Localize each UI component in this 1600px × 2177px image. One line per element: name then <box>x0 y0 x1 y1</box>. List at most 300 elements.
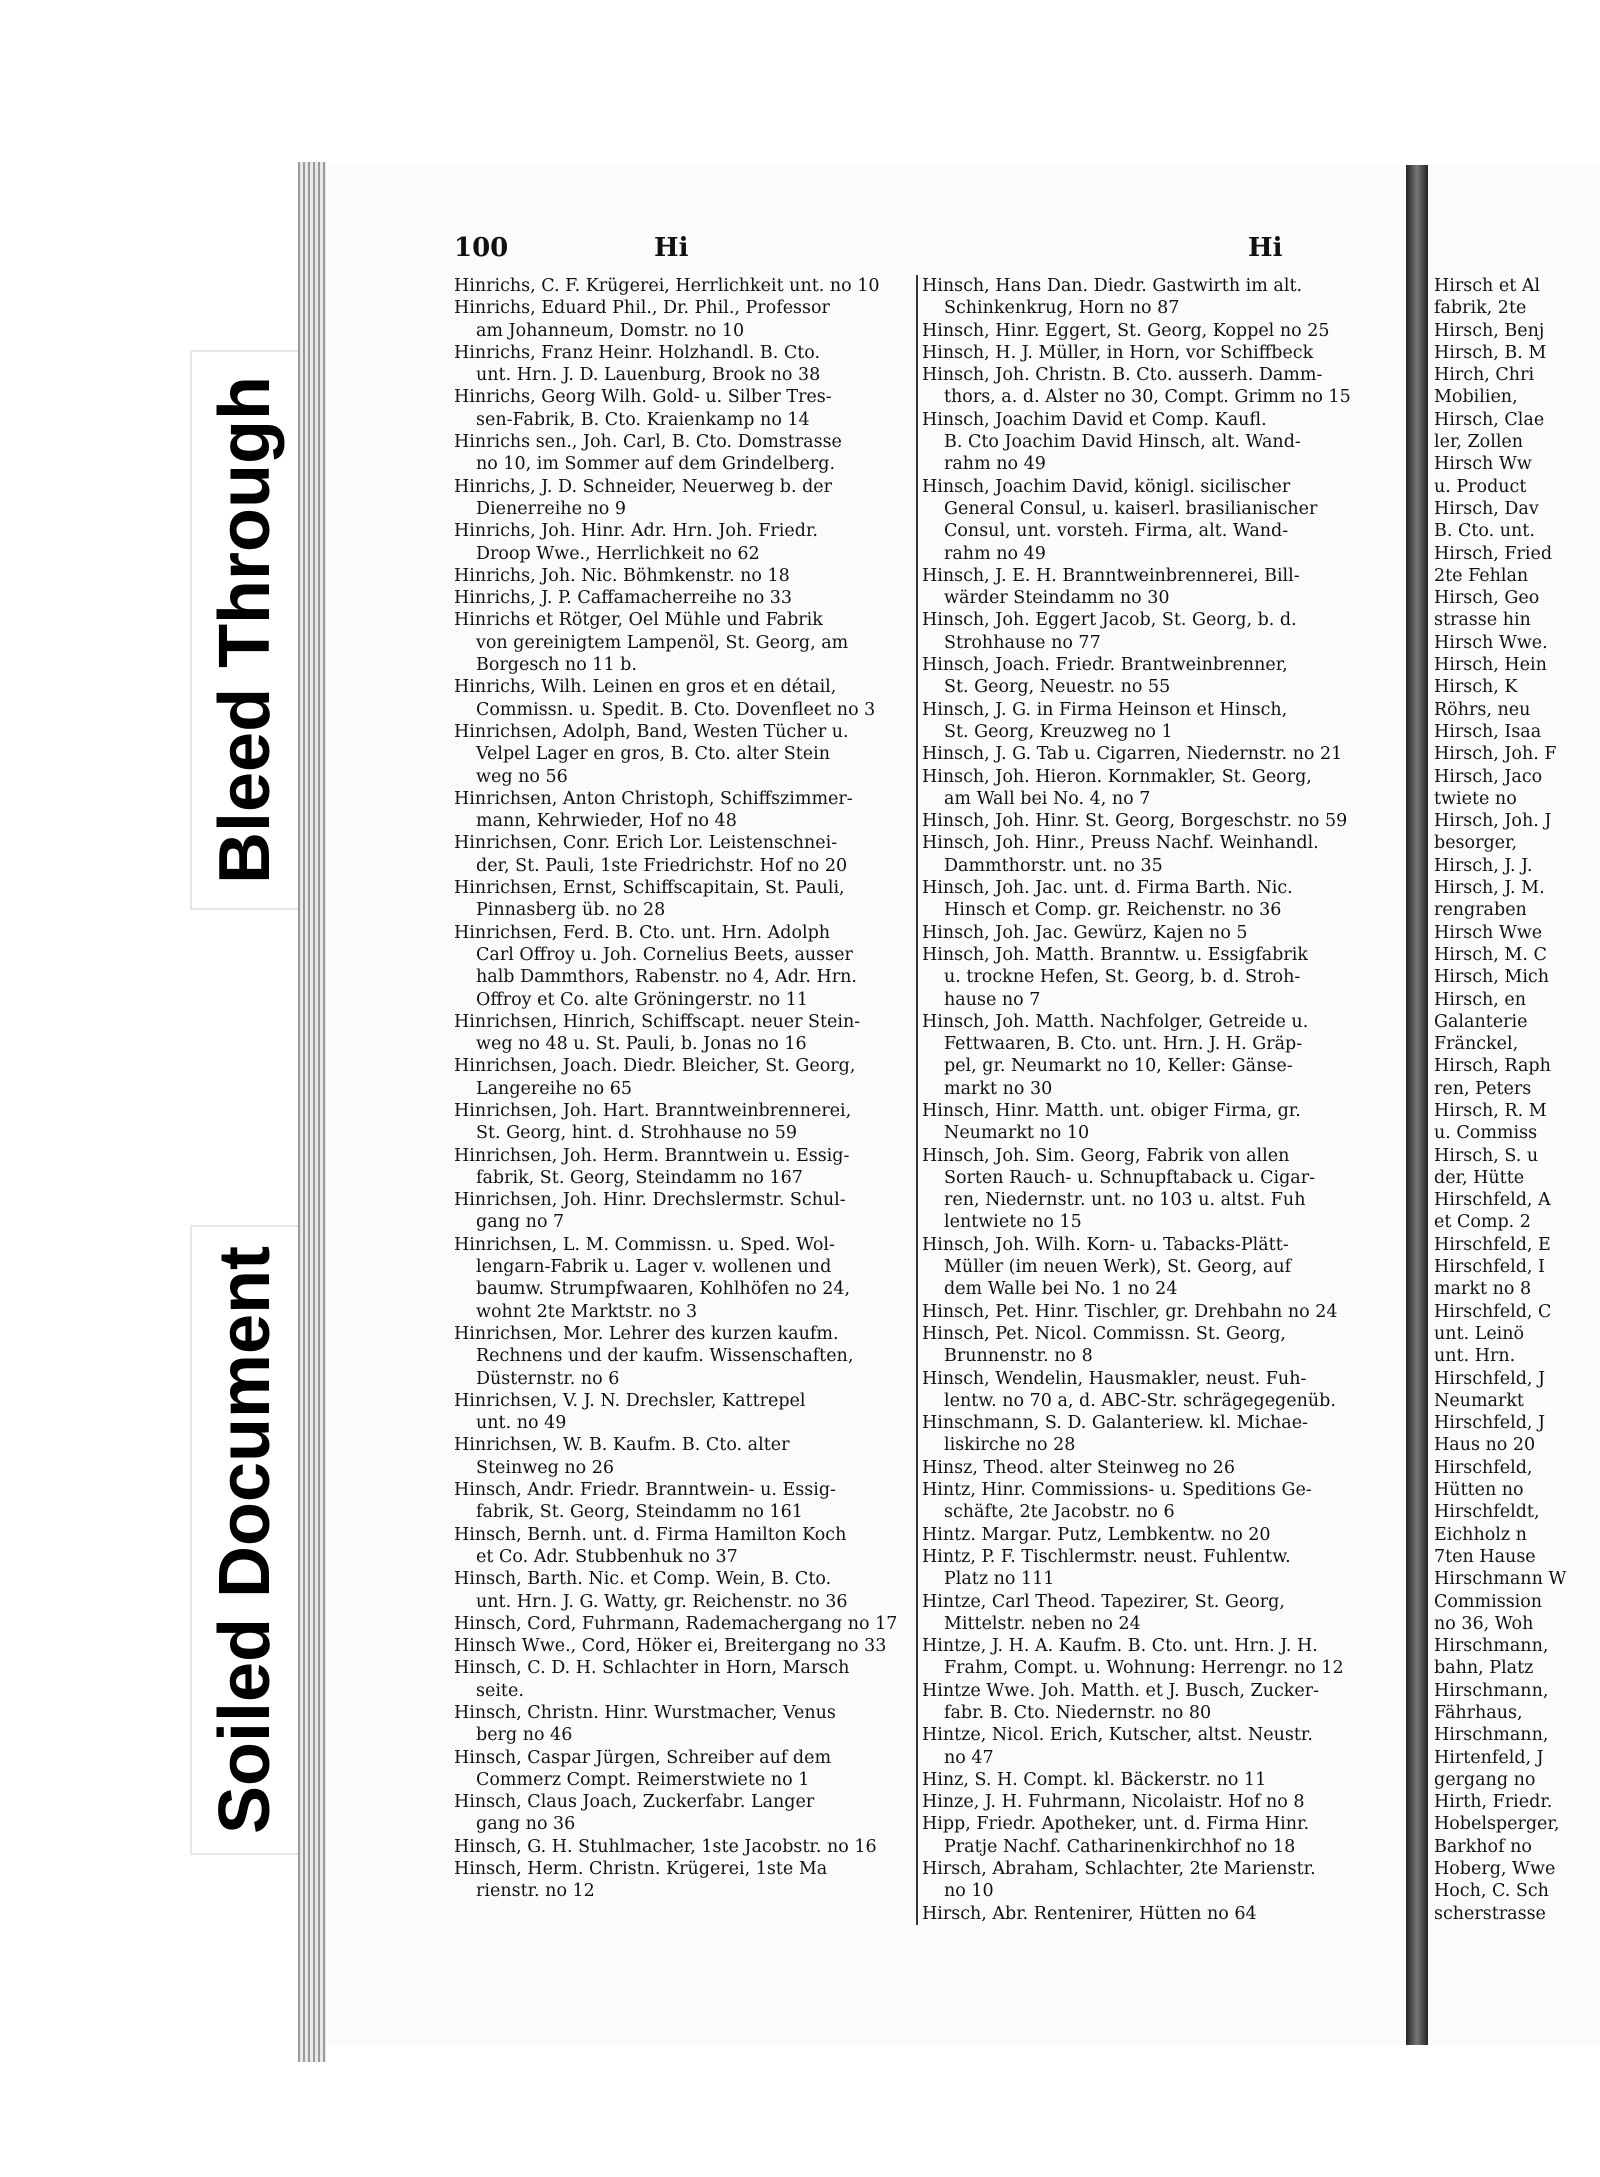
adjacent-page-line: 7ten Hause <box>1434 1546 1536 1567</box>
running-head-right: Hi <box>1248 233 1283 263</box>
entry-line: lentw. no 70 a, d. ABC-Str. schrägegegenüb. <box>944 1390 1336 1411</box>
directory-entry <box>922 944 1378 1011</box>
entry-line: wärder Steindamm no 30 <box>944 588 1170 609</box>
entry-line: Hinsch, Hans Dan. Diedr. Gastwirth im alt. <box>922 276 1303 296</box>
entry-line: Dienerreihe no 9 <box>476 498 626 519</box>
directory-entry <box>922 1858 1378 1903</box>
running-head-left: Hi <box>654 233 689 263</box>
directory-entry <box>454 431 910 476</box>
directory-entry <box>922 1724 1378 1769</box>
entry-line: Langereihe no 65 <box>476 1078 633 1099</box>
entry-line: unt. Hrn. J. D. Lauenburg, Brook no 38 <box>476 365 821 386</box>
adjacent-page-line: Hobelsperger, <box>1434 1814 1560 1835</box>
entry-line: lengarn-Fabrik u. Lager v. wollenen und <box>476 1257 832 1278</box>
entry-line: Hinrichsen, V. J. N. Drechsler, Kattrepel <box>454 1390 806 1411</box>
entry-line: Hinsch, Joachim David et Comp. Kaufl. <box>922 409 1267 430</box>
entry-line: Hinsch, Barth. Nic. et Comp. Wein, B. Cto. <box>454 1569 832 1590</box>
entry-line: B. Cto Joachim David Hinsch, alt. Wand- <box>944 432 1301 453</box>
adjacent-page-line: Hirschmann, <box>1434 1725 1549 1746</box>
directory-entry <box>922 275 1378 320</box>
entry-line: Carl Offroy u. Joh. Cornelius Beets, ausser <box>476 944 853 965</box>
entry-line: Hinsch, Joachim David, königl. sicilischer <box>922 476 1291 497</box>
adjacent-page-line: unt. Leinö <box>1434 1323 1525 1344</box>
directory-entry <box>454 1011 910 1056</box>
entry-line: Hirsch, Abraham, Schlachter, 2te Marienstr. <box>922 1859 1316 1880</box>
entry-line: Brunnenstr. no 8 <box>944 1346 1093 1367</box>
adjacent-page-line: 2te Fehlan <box>1434 565 1529 586</box>
directory-entry <box>454 1635 910 1657</box>
entry-line: Hinrichsen, Joach. Diedr. Bleicher, St. Georg, <box>454 1056 856 1077</box>
adjacent-page-line: Hirsch, J. J. <box>1434 855 1533 876</box>
adjacent-page-line: Hirsch, Raph <box>1434 1056 1551 1077</box>
directory-entry <box>454 1145 910 1190</box>
entry-line: Mittelstr. neben no 24 <box>944 1613 1141 1634</box>
entry-line: fabrik, St. Georg, Steindamm no 161 <box>476 1502 803 1523</box>
directory-entry <box>922 1524 1378 1546</box>
entry-line: Fettwaaren, B. Cto. unt. Hrn. J. H. Gräp- <box>944 1034 1303 1055</box>
entry-line: Hinsch, Joh. Matth. Branntw. u. Essigfabrik <box>922 944 1308 965</box>
entry-line: fabrik, St. Georg, Steindamm no 167 <box>476 1167 803 1188</box>
directory-entry <box>454 922 910 1011</box>
directory-entry <box>922 1769 1378 1791</box>
entry-line: rienstr. no 12 <box>476 1881 595 1902</box>
directory-entry <box>454 1568 910 1613</box>
directory-entry <box>922 320 1378 342</box>
entry-line: gang no 7 <box>476 1212 565 1233</box>
adjacent-page-line: twiete no <box>1434 788 1517 809</box>
adjacent-page-line: Fährhaus, <box>1434 1703 1523 1723</box>
entry-line: Steinweg no 26 <box>476 1457 614 1478</box>
adjacent-page-line: ler, Zollen <box>1434 432 1524 453</box>
entry-line: Pratje Nachf. Catharinenkirchhof no 18 <box>944 1836 1296 1857</box>
adjacent-page-line: Hirsch, Dav <box>1434 498 1539 519</box>
directory-entry <box>922 699 1378 744</box>
adjacent-page-line: Hirth, Friedr. <box>1434 1792 1553 1813</box>
entry-line: Hinrichsen, Joh. Hinr. Drechslermstr. Schul- <box>454 1190 846 1211</box>
entry-line: rahm no 49 <box>944 543 1046 564</box>
adjacent-page-line: no 36, Woh <box>1434 1613 1534 1634</box>
entry-line: Hinrichs, C. F. Krügerei, Herrlichkeit unt. no 10 <box>454 276 880 296</box>
entry-line: Platz no 111 <box>944 1569 1055 1590</box>
directory-entry <box>454 1613 910 1635</box>
entry-line: Neumarkt no 10 <box>944 1123 1090 1144</box>
adjacent-page-line: et Comp. 2 <box>1434 1212 1531 1233</box>
entry-line: Hinsch, Andr. Friedr. Branntwein- u. Essig- <box>454 1480 836 1501</box>
directory-entry <box>922 1635 1378 1680</box>
entry-line: Hinsch, Joh. Jac. Gewürz, Kajen no 5 <box>922 922 1248 943</box>
entry-line: Hinrichsen, L. M. Commissn. u. Sped. Wol- <box>454 1234 835 1255</box>
directory-entry <box>454 877 910 922</box>
adjacent-page-line: Hirsch Wwe. <box>1434 632 1548 653</box>
directory-entry <box>454 1390 910 1435</box>
adjacent-page-line: Haus no 20 <box>1434 1435 1536 1456</box>
directory-entry <box>922 1145 1378 1234</box>
adjacent-page-line: Hirsch, K <box>1434 677 1518 698</box>
adjacent-page-line: B. Cto. unt. <box>1434 521 1535 542</box>
adjacent-page-line: Hirschfeld, <box>1434 1457 1533 1478</box>
entry-line: Droop Wwe., Herrlichkeit no 62 <box>476 543 760 564</box>
adjacent-page-line: Hirschfeld, E <box>1434 1234 1551 1255</box>
entry-line: Müller (im neuen Werk), St. Georg, auf <box>944 1257 1292 1278</box>
entry-line: Hinsch, Joh. Hinr., Preuss Nachf. Weinhandl. <box>922 833 1319 854</box>
entry-line: Hinrichs, J. D. Schneider, Neuerweg b. der <box>454 476 833 497</box>
directory-entry <box>922 1301 1378 1323</box>
entry-line: Hinsch, Caspar Jürgen, Schreiber auf dem <box>454 1747 832 1768</box>
entry-line: Hinsch, G. H. Stuhlmacher, 1ste Jacobstr. no 16 <box>454 1836 877 1857</box>
entry-line: Hinrichsen, Joh. Hart. Branntweinbrennerei, <box>454 1100 852 1121</box>
book-spine <box>1406 165 1428 2045</box>
entry-line: weg no 56 <box>476 766 568 787</box>
directory-entry <box>922 409 1378 476</box>
adjacent-page-line: Eichholz n <box>1434 1524 1527 1545</box>
directory-entry <box>454 520 910 565</box>
entry-line: no 47 <box>944 1747 994 1768</box>
entry-line: u. trockne Hefen, St. Georg, b. d. Stroh- <box>944 967 1301 988</box>
directory-entry <box>454 676 910 721</box>
entry-line: Hinze, J. H. Fuhrmann, Nicolaistr. Hof no 8 <box>922 1792 1305 1813</box>
entry-line: Hinsch, Joh. Hinr. St. Georg, Borgeschstr. no 59 <box>922 811 1348 832</box>
directory-entry <box>922 364 1378 409</box>
directory-entry <box>454 342 910 387</box>
adjacent-page-line: Hirsch, R. M <box>1434 1100 1547 1121</box>
entry-line: Hinrichsen, Hinrich, Schiffscapt. neuer Stein- <box>454 1011 861 1032</box>
entry-line: Hinrichs et Rötger, Oel Mühle und Fabrik <box>454 610 823 631</box>
entry-line: Hinsch, Joh. Jac. unt. d. Firma Barth. Nic. <box>922 878 1293 899</box>
entry-line: Hinsch, Claus Joach, Zuckerfabr. Langer <box>454 1792 815 1813</box>
soiled-document-label-text: Soiled Document <box>205 1245 285 1835</box>
entry-line: Offroy et Co. alte Gröningerstr. no 11 <box>476 989 808 1010</box>
adjacent-page-line: Neumarkt <box>1434 1390 1524 1411</box>
directory-entry <box>922 810 1378 832</box>
adjacent-page-line: Röhrs, neu <box>1434 699 1531 720</box>
adjacent-page-line: Hirschfeld, I <box>1434 1257 1545 1278</box>
adjacent-page-line: Hirsch, M. C <box>1434 944 1547 965</box>
entry-line: Hinrichsen, W. B. Kaufm. B. Cto. alter <box>454 1435 790 1456</box>
entry-line: Hinsch, Hinr. Matth. unt. obiger Firma, gr. <box>922 1100 1301 1121</box>
directory-entry <box>922 565 1378 610</box>
adjacent-page-line: der, Hütte <box>1434 1167 1525 1188</box>
adjacent-page-line: unt. Hrn. <box>1434 1346 1516 1367</box>
directory-entry <box>922 1813 1378 1858</box>
entry-line: wohnt 2te Marktstr. no 3 <box>476 1301 698 1322</box>
entry-line: Hinsch, Joh. Eggert Jacob, St. Georg, b. d. <box>922 610 1297 631</box>
page-number: 100 <box>454 233 509 263</box>
directory-entry <box>922 1680 1378 1725</box>
directory-entry <box>922 1368 1378 1413</box>
directory-entry <box>454 476 910 521</box>
adjacent-page-line: ren, Peters <box>1434 1078 1532 1099</box>
entry-line: Hinrichs, Wilh. Leinen en gros et en détail, <box>454 677 837 698</box>
entry-line: Hintz, Hinr. Commissions- u. Speditions Ge- <box>922 1480 1312 1501</box>
entry-line: Hinrichsen, Joh. Herm. Branntwein u. Essig- <box>454 1145 850 1166</box>
directory-entry <box>922 342 1378 364</box>
directory-entry <box>922 476 1378 565</box>
entry-line: Hinrichsen, Ernst, Schiffscapitain, St. Pauli, <box>454 878 845 899</box>
page-header <box>454 233 1376 273</box>
entry-line: Hinsch, Joh. Sim. Georg, Fabrik von allen <box>922 1145 1290 1166</box>
adjacent-page-line: Hirsch Ww <box>1434 454 1532 475</box>
adjacent-page-line: Hütten no <box>1434 1480 1524 1501</box>
adjacent-page-line: markt no 8 <box>1434 1279 1532 1300</box>
directory-entry <box>454 1323 910 1390</box>
adjacent-page-line: Hirsch, Geo <box>1434 588 1540 609</box>
adjacent-page-line: Hirschfeld, A <box>1434 1190 1551 1211</box>
adjacent-page-line: Commission <box>1434 1591 1543 1612</box>
directory-entry <box>922 1546 1378 1591</box>
directory-entry <box>922 1791 1378 1813</box>
entry-line: hause no 7 <box>944 989 1041 1010</box>
entry-line: Frahm, Compt. u. Wohnung: Herrengr. no 12 <box>944 1658 1344 1679</box>
adjacent-page-line: Barkhof no <box>1434 1836 1532 1857</box>
adjacent-page-line: rengraben <box>1434 900 1527 921</box>
directory-entry <box>922 1412 1378 1457</box>
entry-line: von gereinigtem Lampenöl, St. Georg, am <box>476 632 849 653</box>
adjacent-page-line: Hirsch Wwe <box>1434 922 1543 943</box>
directory-entry <box>922 1903 1378 1925</box>
adjacent-page-line: Hirsch, Clae <box>1434 409 1545 430</box>
adjacent-page-line: Hirsch, S. u <box>1434 1145 1539 1166</box>
soiled-document-label <box>190 1225 300 1855</box>
directory-entry <box>454 1434 910 1479</box>
entry-line: Hinrichsen, Conr. Erich Lor. Leistenschnei- <box>454 833 838 854</box>
entry-line: Hinsch, H. J. Müller, in Horn, vor Schiffbeck <box>922 342 1314 363</box>
entry-line: Hinrichs, J. P. Caffamacherreihe no 33 <box>454 588 793 609</box>
directory-entry <box>454 1189 910 1234</box>
entry-line: ren, Niedernstr. unt. no 103 u. altst. Fuh <box>944 1190 1306 1211</box>
entry-line: Hinrichs, Joh. Hinr. Adr. Hrn. Joh. Friedr. <box>454 521 818 542</box>
entry-line: Hinrichs, Eduard Phil., Dr. Phil., Professor <box>454 298 830 319</box>
entry-line: Hinsch, Bernh. unt. d. Firma Hamilton Koch <box>454 1524 847 1545</box>
entry-line: am Johanneum, Domstr. no 10 <box>476 320 745 341</box>
entry-line: seite. <box>476 1680 524 1701</box>
entry-line: Hinsch, J. G. Tab u. Cigarren, Niedernstr. no 21 <box>922 744 1343 765</box>
entry-line: sen-Fabrik, B. Cto. Kraienkamp no 14 <box>476 409 810 430</box>
entry-line: St. Georg, Neuestr. no 55 <box>944 677 1171 698</box>
adjacent-page-line: Hirschfeldt, <box>1434 1502 1540 1523</box>
entry-line: mann, Kehrwieder, Hof no 48 <box>476 811 737 832</box>
entry-line: berg no 46 <box>476 1725 573 1746</box>
bleed-through-label <box>190 350 300 910</box>
directory-entry <box>454 1858 910 1903</box>
directory-entry <box>454 297 910 342</box>
right-column <box>916 275 1378 1925</box>
adjacent-page-line: Galanterie <box>1434 1011 1528 1032</box>
directory-entry <box>454 1524 910 1569</box>
entry-line: Hirsch, Abr. Rentenirer, Hütten no 64 <box>922 1903 1257 1924</box>
adjacent-page-line: strasse hin <box>1434 610 1531 631</box>
directory-entry <box>922 1591 1378 1636</box>
entry-line: Hinsch, Joh. Hieron. Kornmakler, St. Georg, <box>922 766 1312 787</box>
entry-line: Hinrichsen, Mor. Lehrer des kurzen kaufm. <box>454 1323 839 1344</box>
entry-line: no 10, im Sommer auf dem Grindelberg. <box>476 454 836 475</box>
entry-line: Velpel Lager en gros, B. Cto. alter Stein <box>476 744 830 765</box>
entry-line: Hinsch, Cord, Fuhrmann, Rademachergang no 17 <box>454 1613 898 1634</box>
entry-line: baumw. Strumpfwaaren, Kohlhöfen no 24, <box>476 1279 851 1300</box>
adjacent-page-line: Hirsch, Joh. F <box>1434 744 1557 765</box>
directory-entry <box>922 1011 1378 1100</box>
adjacent-page-line: u. Commiss <box>1434 1123 1538 1144</box>
entry-line: Hinsch, Christn. Hinr. Wurstmacher, Venus <box>454 1703 836 1723</box>
adjacent-page-line: Hirsch, J. M. <box>1434 878 1545 899</box>
entry-line: Commerz Compt. Reimerstwiete no 1 <box>476 1769 810 1790</box>
entry-line: Hinsch, J. E. H. Branntweinbrennerei, Bill- <box>922 565 1300 586</box>
adjacent-page-line: Mobilien, <box>1434 387 1518 408</box>
entry-line: markt no 30 <box>944 1078 1053 1099</box>
adjacent-page-line: besorger, <box>1434 833 1518 854</box>
entry-line: fabr. B. Cto. Niedernstr. no 80 <box>944 1703 1212 1723</box>
directory-entry <box>454 1234 910 1323</box>
entry-line: Strohhause no 77 <box>944 632 1101 653</box>
directory-entry <box>922 877 1378 922</box>
adjacent-page-line: Hirschfeld, J <box>1434 1368 1546 1389</box>
directory-entry <box>922 743 1378 765</box>
entry-line: lentwiete no 15 <box>944 1212 1082 1233</box>
entry-line: rahm no 49 <box>944 454 1046 475</box>
entry-line: Hinsch, Wendelin, Hausmakler, neust. Fuh- <box>922 1368 1307 1389</box>
directory-entry <box>922 1234 1378 1301</box>
entry-line: St. Georg, hint. d. Strohhause no 59 <box>476 1123 798 1144</box>
entry-line: Hintze, Nicol. Erich, Kutscher, altst. Neustr. <box>922 1725 1313 1746</box>
adjacent-page-line: Hirschmann, <box>1434 1680 1549 1701</box>
entry-line: gang no 36 <box>476 1814 576 1835</box>
directory-entry <box>922 766 1378 811</box>
entry-line: Hinrichs, Joh. Nic. Böhmkenstr. no 18 <box>454 565 790 586</box>
adjacent-page <box>1428 165 1600 2045</box>
entry-line: Hinsch, Joach. Friedr. Brantweinbrenner, <box>922 655 1288 676</box>
entry-line: Hintze, J. H. A. Kaufm. B. Cto. unt. Hrn. J. H. <box>922 1636 1318 1657</box>
entry-line: Hinsz, Theod. alter Steinweg no 26 <box>922 1457 1235 1478</box>
adjacent-page-line: Hirsch, Joh. J <box>1434 811 1552 832</box>
directory-page <box>326 165 1409 2045</box>
entry-line: Düsternstr. no 6 <box>476 1368 620 1389</box>
entry-line: Hinschmann, S. D. Galanteriew. kl. Michae- <box>922 1413 1308 1434</box>
entry-line: Pinnasberg üb. no 28 <box>476 900 666 921</box>
entry-line: Hinsch, Pet. Hinr. Tischler, gr. Drehbahn no 24 <box>922 1301 1338 1322</box>
directory-entry <box>454 1836 910 1858</box>
directory-entry <box>922 922 1378 944</box>
directory-entry <box>454 1100 910 1145</box>
entry-line: halb Dammthors, Rabenstr. no 4, Adr. Hrn. <box>476 967 857 988</box>
entry-line: am Wall bei No. 4, no 7 <box>944 788 1151 809</box>
directory-entry <box>454 1702 910 1747</box>
entry-line: Hipp, Friedr. Apotheker, unt. d. Firma Hinr. <box>922 1814 1310 1835</box>
page-stack-edge <box>298 162 326 2062</box>
entry-line: pel, gr. Neumarkt no 10, Keller: Gänse- <box>944 1056 1293 1077</box>
entry-line: General Consul, u. kaiserl. brasilianischer <box>944 498 1318 519</box>
directory-entry <box>454 832 910 877</box>
entry-line: dem Walle bei No. 1 no 24 <box>944 1279 1178 1300</box>
entry-line: Hintz. Margar. Putz, Lembkentw. no 20 <box>922 1524 1271 1545</box>
entry-line: Hinsch, Joh. Christn. B. Cto. ausserh. Damm- <box>922 365 1323 386</box>
directory-entry <box>454 788 910 833</box>
adjacent-page-line: Hoch, C. Sch <box>1434 1881 1549 1902</box>
directory-entry <box>454 386 910 431</box>
entry-line: Sorten Rauch- u. Schnupftaback u. Cigar- <box>944 1167 1315 1188</box>
entry-line: thors, a. d. Alster no 30, Compt. Grimm no 15 <box>944 387 1351 408</box>
directory-entry <box>454 1055 910 1100</box>
adjacent-page-line: Hirch, Chri <box>1434 365 1535 386</box>
entry-line: unt. no 49 <box>476 1413 567 1434</box>
directory-entry <box>454 721 910 788</box>
directory-entry <box>454 1747 910 1792</box>
directory-entry <box>454 1791 910 1836</box>
entry-line: Hinsch, Hinr. Eggert, St. Georg, Koppel no 25 <box>922 320 1330 341</box>
entry-line: Hinsch, Joh. Matth. Nachfolger, Getreide u. <box>922 1011 1309 1032</box>
entry-line: no 10 <box>944 1881 994 1902</box>
entry-line: Hinrichs, Georg Wilh. Gold- u. Silber Tres- <box>454 387 832 408</box>
adjacent-page-line: Hirsch, B. M <box>1434 342 1547 363</box>
adjacent-page-line: scherstrasse <box>1434 1903 1546 1924</box>
entry-line: Hinrichsen, Adolph, Band, Westen Tücher u. <box>454 721 849 742</box>
entry-line: Hinrichsen, Ferd. B. Cto. unt. Hrn. Adolph <box>454 922 831 943</box>
entry-line: liskirche no 28 <box>944 1435 1076 1456</box>
adjacent-page-line: fabrik, 2te <box>1434 298 1527 319</box>
entry-line: Rechnens und der kaufm. Wissenschaften, <box>476 1346 854 1367</box>
adjacent-page-line: Fränckel, <box>1434 1034 1519 1055</box>
entry-line: der, St. Pauli, 1ste Friedrichstr. Hof no 20 <box>476 855 848 876</box>
entry-line: Hinrichs, Franz Heinr. Holzhandl. B. Cto. <box>454 342 821 363</box>
entry-line: Commissn. u. Spedit. B. Cto. Dovenfleet no 3 <box>476 699 876 720</box>
adjacent-page-line: Hirsch, en <box>1434 989 1527 1010</box>
directory-entry <box>922 609 1378 654</box>
entry-line: schäfte, 2te Jacobstr. no 6 <box>944 1502 1175 1523</box>
adjacent-page-line: Hoberg, Wwe <box>1434 1859 1556 1880</box>
directory-entry <box>454 275 910 297</box>
adjacent-page-line: Hirsch, Hein <box>1434 655 1547 676</box>
entry-line: Hinsch, J. G. in Firma Heinson et Hinsch, <box>922 699 1288 720</box>
entry-line: St. Georg, Kreuzweg no 1 <box>944 721 1173 742</box>
entry-line: Hinsch Wwe., Cord, Höker ei, Breitergang no 33 <box>454 1636 887 1657</box>
directory-entry <box>922 832 1378 877</box>
entry-line: Hinsch, Pet. Nicol. Commissn. St. Georg, <box>922 1323 1286 1344</box>
left-column <box>454 275 910 1903</box>
directory-entry <box>922 1457 1378 1479</box>
entry-line: et Co. Adr. Stubbenhuk no 37 <box>476 1546 738 1567</box>
adjacent-page-line: Hirschmann, <box>1434 1636 1549 1657</box>
entry-line: Schinkenkrug, Horn no 87 <box>944 298 1180 319</box>
directory-entry <box>454 609 910 676</box>
entry-line: Hinsch, Herm. Christn. Krügerei, 1ste Ma <box>454 1859 828 1880</box>
entry-line: Hinz, S. H. Compt. kl. Bäckerstr. no 11 <box>922 1769 1267 1790</box>
entry-line: Consul, unt. vorsteh. Firma, alt. Wand- <box>944 521 1289 542</box>
adjacent-page-line: Hirsch, Benj <box>1434 320 1545 341</box>
adjacent-page-line: u. Product <box>1434 476 1527 497</box>
adjacent-page-line: Hirsch, Isaa <box>1434 721 1542 742</box>
adjacent-page-column <box>1434 275 1600 1925</box>
adjacent-page-line: Hirschmann W <box>1434 1569 1567 1590</box>
entry-line: Hinrichsen, Anton Christoph, Schiffszimmer- <box>454 788 853 809</box>
adjacent-page-line: Hirsch et Al <box>1434 276 1541 296</box>
entry-line: Hinsch et Comp. gr. Reichenstr. no 36 <box>944 900 1282 921</box>
directory-entry <box>454 587 910 609</box>
directory-entry <box>454 1657 910 1702</box>
entry-line: Dammthorstr. unt. no 35 <box>944 855 1163 876</box>
entry-line: Hintze, Carl Theod. Tapezirer, St. Georg, <box>922 1591 1285 1612</box>
entry-line: weg no 48 u. St. Pauli, b. Jonas no 16 <box>476 1034 807 1055</box>
directory-entry <box>922 1323 1378 1368</box>
bleed-through-label-text: Bleed Through <box>205 376 285 884</box>
directory-entry <box>922 1100 1378 1145</box>
adjacent-page-line: Hirschfeld, J <box>1434 1413 1546 1434</box>
directory-entry <box>922 1479 1378 1524</box>
entry-line: Hinsch, C. D. H. Schlachter in Horn, Marsch <box>454 1658 850 1679</box>
entry-line: Hinsch, Joh. Wilh. Korn- u. Tabacks-Plätt- <box>922 1234 1289 1255</box>
entry-line: Hintze Wwe. Joh. Matth. et J. Busch, Zucker- <box>922 1680 1320 1701</box>
entry-line: Hinrichs sen., Joh. Carl, B. Cto. Domstrasse <box>454 432 842 453</box>
adjacent-page-line: gergang no <box>1434 1769 1536 1790</box>
adjacent-page-line: Hirschfeld, C <box>1434 1301 1552 1322</box>
adjacent-page-line: Hirsch, Fried <box>1434 543 1553 564</box>
